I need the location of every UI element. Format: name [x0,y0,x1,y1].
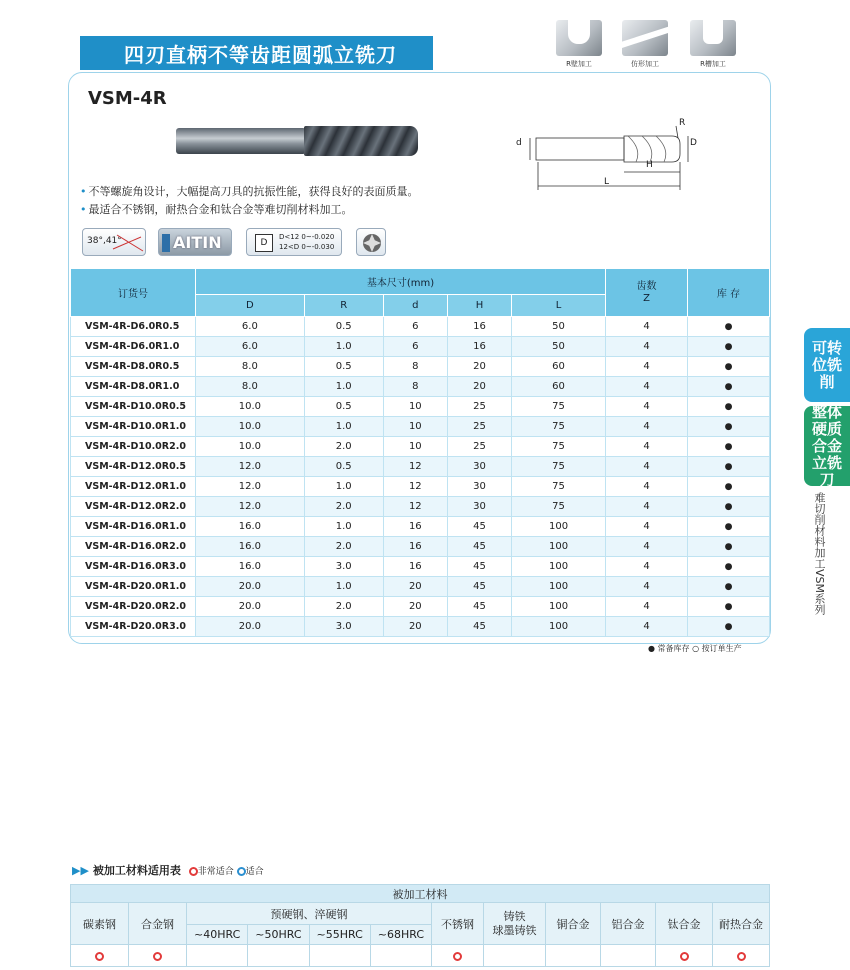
table-cell: 75 [512,417,606,437]
very-suitable-icon [95,952,104,961]
drawing-label-h: H [646,160,653,170]
table-row [71,457,770,477]
table-cell: 1.0 [304,517,383,537]
table-cell: 20.0 [196,577,305,597]
table-cell: 20.0 [196,597,305,617]
feature-item: • 不等螺旋角设计，大幅提高刀具的抗振性能，获得良好的表面质量。 [80,185,419,198]
suitability-cell [309,945,370,967]
hrc-col: ~68HRC [370,925,431,945]
stock-cell: ● [688,337,770,357]
mat-col: 铜合金 [546,903,601,945]
mat-col: 铸铁 球墨铸铁 [484,903,546,945]
suitable-icon [237,867,246,876]
suitability-cell [713,945,770,967]
table-cell: 8 [383,377,447,397]
table-cell: 16.0 [196,537,305,557]
header-col-d: D [196,295,305,317]
suitability-cell [656,945,713,967]
machining-type-r-groove [690,20,736,69]
drawing-label-d-large: D [690,138,697,148]
r-groove-machining-icon [690,20,736,56]
table-cell: 100 [512,557,606,577]
machining-type-r-wall [556,20,602,69]
very-suitable-icon [680,952,689,961]
suitability-cell [129,945,187,967]
table-cell: 45 [447,557,511,577]
table-cell: 8.0 [196,357,305,377]
order-code-cell: VSM-4R-D8.0R0.5 [71,357,196,377]
table-cell: 10.0 [196,417,305,437]
table-cell: 30 [447,497,511,517]
table-cell: 45 [447,577,511,597]
drawing-label-r: R [679,118,686,128]
stock-cell: ● [688,477,770,497]
tool-flute [304,126,418,156]
stock-cell: ● [688,417,770,437]
header-col-l: L [512,295,606,317]
four-flute-icon [357,229,387,257]
table-cell: 6 [383,337,447,357]
machining-type-label: R槽加工 [700,60,726,68]
suitability-cell [248,945,309,967]
table-cell: 4 [606,437,688,457]
table-cell: 3.0 [304,557,383,577]
order-code-cell: VSM-4R-D16.0R3.0 [71,557,196,577]
coating-badge: AITIN [158,228,232,256]
table-cell: 45 [447,617,511,637]
mat-col: 钛合金 [656,903,713,945]
table-cell: 2.0 [304,497,383,517]
tolerance-badge [246,228,342,256]
drawing-label-l: L [604,177,610,187]
coating-tag-icon [162,234,170,252]
table-row [71,517,770,537]
very-suitable-icon [189,867,198,876]
table-cell: 75 [512,477,606,497]
header-col-shank-d: d [383,295,447,317]
table-row [71,337,770,357]
header-order-code: 订货号 [71,269,196,317]
table-cell: 20.0 [196,617,305,637]
feature-list [80,183,419,219]
drawing-label-d-small: d [516,138,522,148]
end-mill-photo [176,126,418,156]
table-cell: 0.5 [304,397,383,417]
table-cell: 50 [512,317,606,337]
table-cell: 25 [447,397,511,417]
diameter-symbol: D [255,234,273,252]
table-cell: 4 [606,617,688,637]
order-code-cell: VSM-4R-D12.0R0.5 [71,457,196,477]
table-cell: 1.0 [304,417,383,437]
table-cell: 100 [512,597,606,617]
table-cell: 1.0 [304,337,383,357]
table-cell: 6 [383,317,447,337]
stock-cell: ● [688,617,770,637]
table-row [71,617,770,637]
table-cell: 4 [606,517,688,537]
order-code-cell: VSM-4R-D10.0R1.0 [71,417,196,437]
mat-col: 合金钢 [129,903,187,945]
stock-cell: ● [688,377,770,397]
header-flutes: 齿数 Z [606,269,688,317]
table-cell: 4 [606,557,688,577]
table-cell: 20 [383,597,447,617]
order-code-cell: VSM-4R-D6.0R0.5 [71,317,196,337]
table-cell: 12 [383,497,447,517]
header-stock: 库 存 [688,269,770,317]
very-suitable-icon [737,952,746,961]
spec-table [70,268,770,637]
helix-icon [83,229,147,257]
header-col-r: R [304,295,383,317]
table-cell: 25 [447,417,511,437]
table-cell: 1.0 [304,477,383,497]
profiling-machining-icon [622,20,668,56]
table-cell: 1.0 [304,377,383,397]
hrc-col: ~50HRC [248,925,309,945]
machining-type-label: 仿形加工 [631,60,659,68]
table-cell: 75 [512,497,606,517]
order-code-cell: VSM-4R-D8.0R1.0 [71,377,196,397]
table-cell: 16.0 [196,517,305,537]
very-suitable-icon [453,952,462,961]
mat-col: 铝合金 [601,903,656,945]
table-cell: 60 [512,357,606,377]
table-cell: 25 [447,437,511,457]
side-section-label: 难切削材料加工VSM系列 [813,492,826,615]
table-cell: 20 [447,357,511,377]
table-row [71,317,770,337]
table-cell: 4 [606,577,688,597]
table-cell: 20 [383,577,447,597]
table-cell: 6.0 [196,337,305,357]
feature-item: • 最适合不锈钢，耐热合金和钛合金等难切削材料加工。 [80,203,353,216]
order-code-cell: VSM-4R-D12.0R1.0 [71,477,196,497]
table-cell: 4 [606,457,688,477]
mat-col: 耐热合金 [713,903,770,945]
table-row [71,377,770,397]
table-row [71,577,770,597]
side-tab-solid-carbide[interactable]: 整体硬质合金立铣刀 [804,406,850,486]
table-cell: 16 [447,337,511,357]
table-cell: 10 [383,397,447,417]
stock-cell: ● [688,397,770,417]
suitability-cell [546,945,601,967]
table-cell: 10.0 [196,437,305,457]
table-cell: 6.0 [196,317,305,337]
table-cell: 100 [512,517,606,537]
table-row [71,597,770,617]
table-row [71,417,770,437]
tolerance-line: D<12 0~-0.020 [279,233,335,241]
model-name: VSM-4R [88,88,167,109]
table-cell: 100 [512,617,606,637]
table-cell: 4 [606,317,688,337]
table-cell: 10 [383,417,447,437]
table-row [71,357,770,377]
table-cell: 12.0 [196,457,305,477]
table-cell: 0.5 [304,357,383,377]
order-code-cell: VSM-4R-D10.0R2.0 [71,437,196,457]
materials-table [70,884,770,967]
tolerance-line: 12<D 0~-0.030 [279,243,335,251]
stock-cell: ● [688,457,770,477]
table-cell: 100 [512,577,606,597]
materials-suitability-row [71,945,770,967]
table-cell: 4 [606,397,688,417]
table-cell: 10 [383,437,447,457]
r-wall-machining-icon [556,20,602,56]
suitability-cell [187,945,248,967]
table-row [71,397,770,417]
flute-count-badge [356,228,386,256]
table-cell: 8 [383,357,447,377]
suitability-cell [484,945,546,967]
bullet-icon: • [80,203,87,216]
very-suitable-icon [153,952,162,961]
stock-cell: ● [688,517,770,537]
table-cell: 10.0 [196,397,305,417]
table-cell: 4 [606,477,688,497]
table-cell: 2.0 [304,437,383,457]
table-cell: 75 [512,397,606,417]
table-cell: 50 [512,337,606,357]
table-cell: 45 [447,597,511,617]
table-cell: 16 [383,557,447,577]
header-col-h: H [447,295,511,317]
table-cell: 4 [606,417,688,437]
table-cell: 16 [383,517,447,537]
table-row [71,537,770,557]
page-title: 四刃直柄不等齿距圆弧立铣刀 [88,36,433,70]
table-cell: 100 [512,537,606,557]
table-cell: 0.5 [304,457,383,477]
stock-cell: ● [688,537,770,557]
stock-cell: ● [688,577,770,597]
suitability-cell [432,945,484,967]
table-cell: 4 [606,537,688,557]
stock-cell: ● [688,437,770,457]
order-code-cell: VSM-4R-D12.0R2.0 [71,497,196,517]
table-row [71,437,770,457]
materials-title: ▶▶ 被加工材料适用表 非常适合 适合 [72,864,264,877]
table-cell: 20 [447,377,511,397]
order-code-cell: VSM-4R-D16.0R2.0 [71,537,196,557]
table-row [71,477,770,497]
stock-cell: ● [688,597,770,617]
table-cell: 12.0 [196,477,305,497]
table-cell: 16 [383,537,447,557]
table-cell: 16.0 [196,557,305,577]
suitability-cell [601,945,656,967]
table-cell: 4 [606,377,688,397]
table-cell: 12.0 [196,497,305,517]
table-cell: 30 [447,477,511,497]
table-cell: 12 [383,477,447,497]
stock-cell: ● [688,557,770,577]
stock-cell: ● [688,497,770,517]
order-code-cell: VSM-4R-D20.0R1.0 [71,577,196,597]
table-cell: 0.5 [304,317,383,337]
table-cell: 1.0 [304,577,383,597]
order-code-cell: VSM-4R-D10.0R0.5 [71,397,196,417]
table-cell: 75 [512,457,606,477]
hrc-col: ~40HRC [187,925,248,945]
table-cell: 2.0 [304,537,383,557]
table-cell: 3.0 [304,617,383,637]
materials-header: 被加工材料 [71,885,770,903]
machining-type-label: R壁加工 [566,60,592,68]
table-cell: 60 [512,377,606,397]
table-cell: 4 [606,357,688,377]
stock-cell: ● [688,357,770,377]
table-cell: 45 [447,517,511,537]
stock-cell: ● [688,317,770,337]
table-cell: 2.0 [304,597,383,617]
helix-angle-badge: 38°,41° [82,228,146,256]
suitability-cell [71,945,129,967]
order-code-cell: VSM-4R-D16.0R1.0 [71,517,196,537]
tool-shank [176,128,306,154]
table-cell: 4 [606,337,688,357]
order-code-cell: VSM-4R-D6.0R1.0 [71,337,196,357]
table-cell: 30 [447,457,511,477]
table-cell: 45 [447,537,511,557]
order-code-cell: VSM-4R-D20.0R2.0 [71,597,196,617]
double-arrow-icon: ▶▶ [72,864,89,877]
table-cell: 8.0 [196,377,305,397]
hrc-col: ~55HRC [309,925,370,945]
table-cell: 4 [606,497,688,517]
table-row [71,497,770,517]
table-row [71,557,770,577]
table-cell: 4 [606,597,688,617]
table-cell: 75 [512,437,606,457]
table-cell: 12 [383,457,447,477]
mat-col: 预硬钢、淬硬钢 [187,903,432,925]
side-tab-indexable-milling[interactable]: 可转位铣削 [804,328,850,402]
mat-col: 不锈钢 [432,903,484,945]
suitability-cell [370,945,431,967]
stock-legend: ● 常备库存 ○ 按订单生产 [648,644,742,653]
order-code-cell: VSM-4R-D20.0R3.0 [71,617,196,637]
table-cell: 16 [447,317,511,337]
machining-type-profiling [622,20,668,69]
table-cell: 20 [383,617,447,637]
header-basic-dimensions: 基本尺寸(mm) [196,269,606,295]
mat-col: 碳素钢 [71,903,129,945]
bullet-icon: • [80,185,87,198]
